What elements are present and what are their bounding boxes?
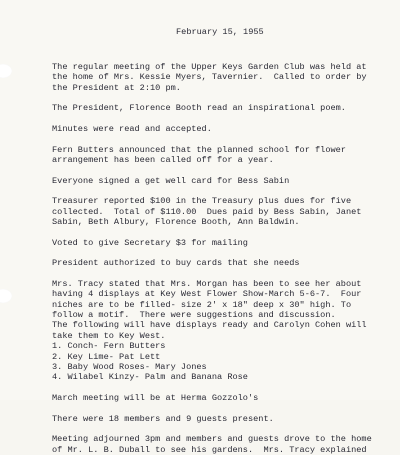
display-list-item: 3. Baby Wood Roses- Mary Jones [52, 362, 207, 373]
text-line: niches are to be filled- size 2' x 18" deep x 30" high. To [52, 299, 352, 310]
text-line: The regular meeting of the Upper Keys Garden Club was held at [52, 62, 367, 72]
text-line: Voted to give Secretary $3 for mailing [52, 237, 248, 248]
text-line: Fern Butters announced that the planned school for flower [52, 144, 346, 155]
text-line: the home of Mrs. Kessie Myers, Tavernier. Called to order by [52, 72, 367, 83]
text-line: Sabin, Beth Albury, Florence Booth, Ann Baldwin. [52, 217, 300, 227]
text-line: follow a motif. There were suggestions and discussion. [52, 310, 336, 320]
paragraph-flower-school [52, 145, 397, 166]
punch-hole [0, 289, 12, 303]
text-line: Meeting adjourned 3pm and members and guests drove to the home [52, 434, 372, 445]
display-list-item: 2. Key Lime- Pat Lett [52, 351, 161, 362]
paragraph-get-well-card [52, 176, 397, 186]
text-line: The President, Florence Booth read an inspirational poem. [52, 103, 346, 114]
text-line: The following will have displays ready and Carolyn Cohen will [52, 320, 367, 331]
text-line: of Mr. L. B. Duball to see his gardens. Mrs. Tracy explained [52, 444, 367, 455]
minutes-body [52, 62, 397, 455]
text-line: collected. Total of $110.00 Dues paid by Bess Sabin, Janet [52, 206, 362, 217]
paragraph-treasurer-report [52, 196, 397, 227]
text-line: having 4 displays at Key West Flower Show-March 5-6-7. Four [52, 289, 362, 300]
text-line: Minutes were read and accepted. [52, 124, 212, 134]
text-line: arrangement has been called off for a year. [52, 155, 274, 165]
text-line: There were 18 members and 9 guests present. [52, 413, 274, 424]
paragraph-call-to-order [52, 62, 397, 93]
paragraph-adjournment [52, 434, 397, 455]
paragraph-march-meeting [52, 393, 397, 403]
paragraph-minutes [52, 124, 397, 134]
document-date: February 15, 1955 [176, 27, 264, 37]
paragraph-flower-show [52, 279, 397, 383]
text-line: take them to Key West. [52, 330, 166, 341]
text-line: Mrs. Tracy stated that Mrs. Morgan has been to see her about [52, 278, 362, 289]
paragraph-cards [52, 258, 397, 268]
display-list-item: 1. Conch- Fern Butters [52, 341, 166, 352]
punch-hole [0, 64, 12, 78]
text-line: President authorized to buy cards that she needs [52, 258, 300, 269]
paragraph-poem [52, 103, 397, 113]
paragraph-secretary-vote [52, 238, 397, 248]
display-list-item: 4. Wilabel Kinzy- Palm and Banana Rose [52, 372, 248, 383]
paragraph-attendance [52, 414, 397, 424]
text-line: Treasurer reported $100 in the Treasury plus dues for five [52, 196, 352, 207]
text-line: March meeting will be at Herma Gozzolo's [52, 393, 259, 404]
text-line: the President at 2:10 pm. [52, 82, 181, 93]
text-line: Everyone signed a get well card for Bess Sabin [52, 175, 290, 186]
